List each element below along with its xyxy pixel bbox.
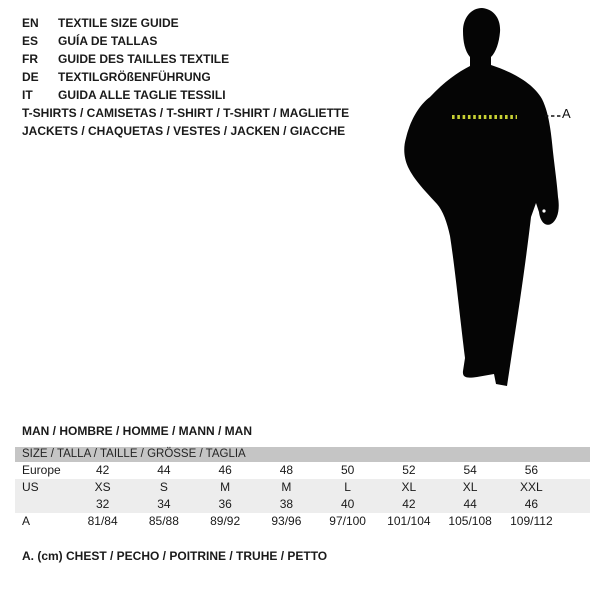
row-label: A	[22, 514, 31, 528]
table-cell: 109/112	[510, 514, 553, 528]
table-row-europe	[15, 462, 590, 479]
language-label: TEXTILE SIZE GUIDE	[58, 16, 179, 30]
table-cell: 56	[524, 463, 539, 477]
section-title-man: MAN / HOMBRE / HOMME / MANN / MAN	[22, 424, 252, 438]
language-label: GUIDA ALLE TAGLIE TESSILI	[58, 88, 226, 102]
silhouette-body	[404, 8, 558, 386]
table-cell: 54	[463, 463, 477, 477]
language-label: GUÍA DE TALLAS	[58, 34, 158, 48]
row-label: US	[22, 480, 39, 494]
language-code: ES	[22, 34, 39, 48]
table-cell: 38	[279, 497, 294, 511]
table-cell: 48	[279, 463, 294, 477]
table-row-us-numeric	[15, 496, 590, 513]
language-row-it	[22, 86, 229, 104]
table-cell: 105/108	[448, 514, 492, 528]
measurement-a-label: A	[562, 106, 571, 121]
table-cell: 81/84	[87, 514, 118, 528]
table-cell: M	[220, 480, 231, 494]
table-cell: 46	[218, 463, 232, 477]
table-cell: 32	[95, 497, 110, 511]
language-label: GUIDE DES TAILLES TEXTILE	[58, 52, 230, 66]
table-cell: 44	[463, 497, 477, 511]
category-jackets: JACKETS / CHAQUETAS / VESTES / JACKEN / GIACCHE	[22, 124, 346, 138]
table-cell: 85/88	[148, 514, 179, 528]
table-cell: 93/96	[271, 514, 302, 528]
table-cell: L	[344, 480, 351, 494]
language-code: IT	[22, 88, 33, 102]
man-silhouette	[395, 0, 600, 400]
table-cell: 42	[95, 463, 110, 477]
row-label: Europe	[22, 463, 61, 477]
table-cell: XL	[401, 480, 417, 494]
language-list	[22, 14, 229, 104]
table-cell: 44	[157, 463, 171, 477]
table-cell: 89/92	[210, 514, 241, 528]
table-cell: XXL	[520, 480, 543, 494]
table-cell: M	[281, 480, 292, 494]
language-code: FR	[22, 52, 38, 66]
table-cell: 40	[340, 497, 355, 511]
table-cell: 46	[524, 497, 539, 511]
table-cell: 97/100	[329, 514, 366, 528]
table-row-us	[15, 479, 590, 496]
language-label: TEXTILGRÖßENFÜHRUNG	[58, 70, 211, 84]
table-cell: 34	[157, 497, 171, 511]
size-table-header: SIZE / TALLA / TAILLE / GRÖSSE / TAGLIA	[15, 447, 590, 462]
table-cell: XL	[462, 480, 478, 494]
table-cell: 101/104	[387, 514, 431, 528]
hand-thumb-highlight	[542, 209, 545, 212]
language-row-fr	[22, 50, 229, 68]
language-code: EN	[22, 16, 39, 30]
table-cell: 42	[402, 497, 416, 511]
garment-categories	[22, 104, 349, 140]
language-row-es	[22, 32, 229, 50]
measurement-footnote: A. (cm) CHEST / PECHO / POITRINE / TRUHE / PETTO	[22, 549, 328, 563]
language-code: DE	[22, 70, 39, 84]
table-cell: 52	[402, 463, 416, 477]
table-cell: 50	[340, 463, 355, 477]
language-row-de	[22, 68, 229, 86]
table-cell: XS	[94, 480, 111, 494]
row-label	[15, 496, 72, 513]
table-cell: S	[159, 480, 168, 494]
table-row-chest-cm	[15, 513, 590, 530]
category-tshirts: T-SHIRTS / CAMISETAS / T-SHIRT / T-SHIRT / MAGLIETTE	[22, 106, 350, 120]
size-table	[15, 447, 590, 530]
table-cell: 36	[218, 497, 232, 511]
language-row-en	[22, 14, 229, 32]
